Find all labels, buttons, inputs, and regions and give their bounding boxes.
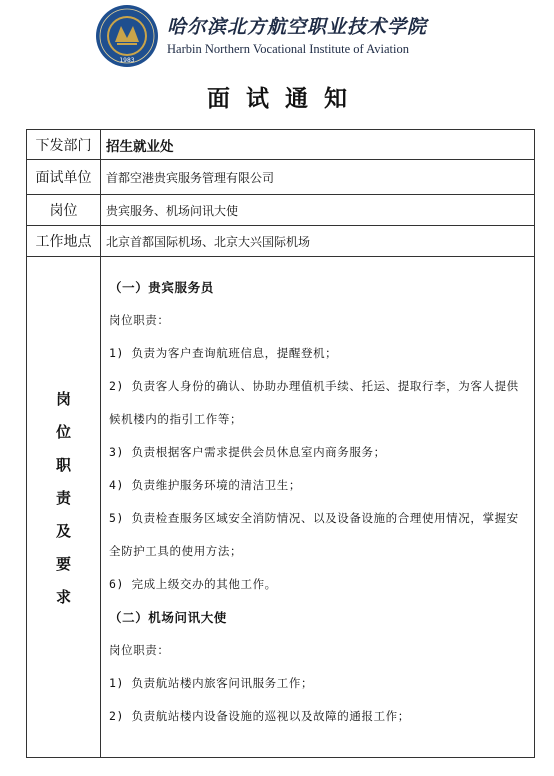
label-char: 责 [55,489,71,507]
school-seal-icon [95,4,159,68]
location-value: 北京首都国际机场、北京大兴国际机场 [101,226,535,257]
label-char: 职 [55,456,71,474]
section-subheading: 岗位职责： [109,643,170,657]
duty-item: 3) 负责根据客户需求提供会员休息室内商务服务； [109,445,386,459]
position-label: 岗位 [27,195,101,226]
section-heading: （一）贵宾服务员 [109,280,214,295]
table-row-position [27,195,535,226]
duty-item: 6) 完成上级交办的其他工作。 [109,577,277,591]
section-subheading: 岗位职责： [109,313,170,327]
table-row-location [27,226,535,257]
table-row-department [27,130,535,160]
label-char: 位 [55,423,71,441]
seal-year: 1983 [119,57,135,64]
duty-item: 2) 负责客人身份的确认、协助办理值机手续、托运、提取行李，为客人提供候机楼内的指引工作等； [109,379,519,426]
duty-item: 2) 负责航站楼内设备设施的巡视以及故障的通报工作； [109,709,410,723]
unit-label: 面试单位 [27,160,101,195]
department-label: 下发部门 [27,130,101,160]
label-char: 岗 [55,390,71,408]
document-title: 面试通知 [207,85,363,112]
requirements-label-cell [27,257,101,758]
unit-value: 首都空港贵宾服务管理有限公司 [101,160,535,195]
department-value: 招生就业处 [101,130,535,160]
section-heading: （二）机场问讯大使 [109,610,227,625]
duty-item: 1) 负责为客户查询航班信息，提醒登机； [109,346,338,360]
letterhead [95,4,428,70]
duty-item: 5) 负责检查服务区域安全消防情况、以及设备设施的合理使用情况，掌握安全防护工具的使用方法； [109,511,519,558]
duty-item: 1) 负责航站楼内旅客问讯服务工作； [109,676,314,690]
requirements-content-cell [101,257,535,758]
requirements-body [101,257,534,733]
label-char: 及 [55,522,71,540]
location-label: 工作地点 [27,226,101,257]
position-value: 贵宾服务、机场问讯大使 [101,195,535,226]
notice-table [26,129,535,758]
requirements-label [27,257,100,614]
school-name-en: Harbin Northern Vocational Institute of Aviation [167,42,409,56]
table-row-unit [27,160,535,195]
duty-item: 4) 负责维护服务环境的清洁卫生； [109,478,301,492]
table-row-requirements [27,257,535,758]
label-char: 求 [55,588,71,606]
label-char: 要 [55,555,71,573]
school-name-cn: 哈尔滨北方航空职业技术学院 [167,16,428,38]
